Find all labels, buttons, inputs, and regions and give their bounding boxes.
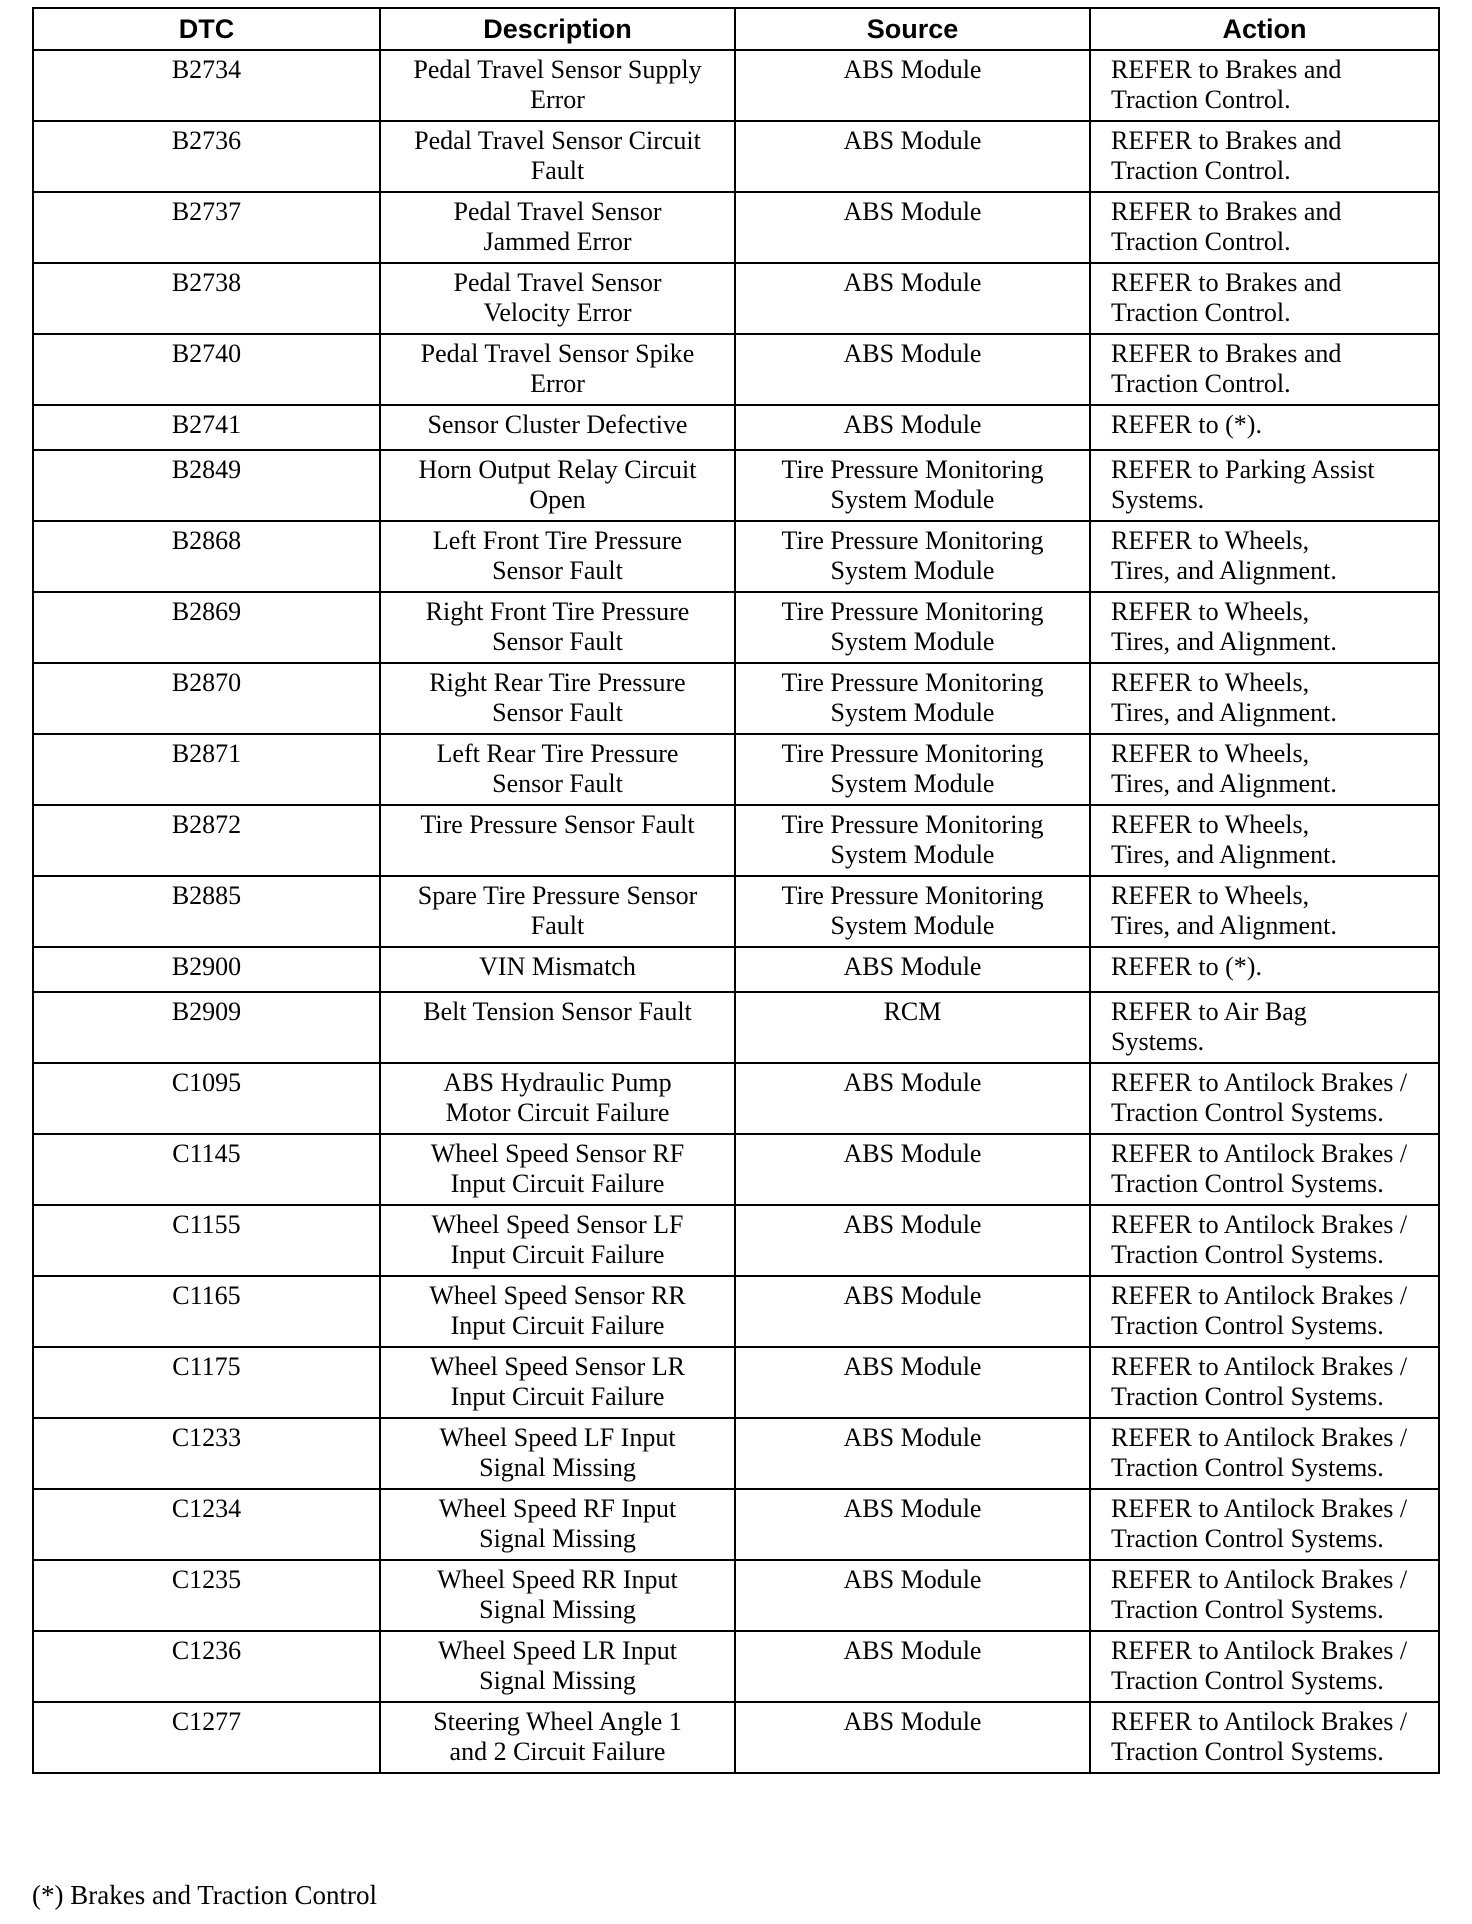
action-cell-text: REFER to Antilock Brakes / Traction Control Systems. — [1111, 1281, 1408, 1340]
action-cell — [1090, 734, 1439, 805]
source-cell — [735, 1418, 1090, 1489]
dtc-cell-text: B2734 — [171, 55, 242, 84]
action-cell-text: REFER to Wheels, Tires, and Alignment. — [1111, 597, 1337, 656]
description-cell-text: Belt Tension Sensor Fault — [423, 997, 692, 1026]
action-cell — [1090, 334, 1439, 405]
source-cell — [735, 1489, 1090, 1560]
table-row — [33, 592, 1439, 663]
description-cell-text: VIN Mismatch — [479, 952, 636, 981]
action-cell — [1090, 992, 1439, 1063]
table-row — [33, 121, 1439, 192]
table-row — [33, 1134, 1439, 1205]
dtc-cell-text: C1175 — [172, 1352, 241, 1381]
table-row — [33, 405, 1439, 450]
description-cell-text: Right Rear Tire Pressure Sensor Fault — [429, 668, 686, 727]
action-cell-text: REFER to Antilock Brakes / Traction Control Systems. — [1111, 1565, 1408, 1624]
action-cell-text: REFER to (*). — [1111, 410, 1262, 439]
dtc-cell — [33, 521, 380, 592]
source-cell — [735, 876, 1090, 947]
action-cell-text: REFER to Antilock Brakes / Traction Control Systems. — [1111, 1707, 1408, 1766]
action-cell — [1090, 50, 1439, 121]
description-cell-text: Pedal Travel Sensor Spike Error — [420, 339, 695, 398]
dtc-cell-text: C1145 — [172, 1139, 241, 1168]
source-cell — [735, 334, 1090, 405]
source-cell — [735, 1063, 1090, 1134]
table-row — [33, 1063, 1439, 1134]
dtc-cell — [33, 1276, 380, 1347]
description-cell-text: ABS Hydraulic Pump Motor Circuit Failure — [443, 1068, 672, 1127]
description-cell — [380, 734, 735, 805]
table-row — [33, 1205, 1439, 1276]
action-cell-text: REFER to Wheels, Tires, and Alignment. — [1111, 881, 1337, 940]
action-cell-text: REFER to Brakes and Traction Control. — [1111, 197, 1342, 256]
dtc-cell-text: C1095 — [171, 1068, 242, 1097]
source-cell-text: Tire Pressure Monitoring System Module — [781, 668, 1044, 727]
source-cell-text: ABS Module — [843, 268, 982, 297]
action-cell — [1090, 1418, 1439, 1489]
table-row — [33, 192, 1439, 263]
source-cell — [735, 1702, 1090, 1773]
source-cell — [735, 992, 1090, 1063]
header-source: Source — [735, 8, 1090, 50]
action-cell — [1090, 1276, 1439, 1347]
source-cell — [735, 405, 1090, 450]
source-cell-text: ABS Module — [843, 1707, 982, 1736]
table-row — [33, 947, 1439, 992]
dtc-cell — [33, 1418, 380, 1489]
source-cell-text: RCM — [883, 997, 942, 1026]
description-cell — [380, 805, 735, 876]
description-cell — [380, 1418, 735, 1489]
source-cell — [735, 1205, 1090, 1276]
description-cell — [380, 992, 735, 1063]
dtc-cell-text: B2738 — [171, 268, 242, 297]
dtc-cell — [33, 1347, 380, 1418]
dtc-cell — [33, 805, 380, 876]
dtc-cell-text: C1165 — [172, 1281, 241, 1310]
source-cell — [735, 734, 1090, 805]
description-cell — [380, 947, 735, 992]
action-cell-text: REFER to Antilock Brakes / Traction Control Systems. — [1111, 1352, 1408, 1411]
source-cell — [735, 663, 1090, 734]
description-cell — [380, 592, 735, 663]
dtc-cell-text: C1277 — [171, 1707, 242, 1736]
action-cell — [1090, 876, 1439, 947]
source-cell-text: ABS Module — [843, 1565, 982, 1594]
action-cell-text: REFER to Brakes and Traction Control. — [1111, 268, 1342, 327]
action-cell — [1090, 592, 1439, 663]
dtc-cell-text: B2909 — [171, 997, 242, 1026]
description-cell — [380, 521, 735, 592]
table-row — [33, 663, 1439, 734]
action-cell — [1090, 1702, 1439, 1773]
dtc-cell-text: C1235 — [171, 1565, 242, 1594]
description-cell-text: Left Front Tire Pressure Sensor Fault — [432, 526, 683, 585]
header-action: Action — [1090, 8, 1439, 50]
action-cell-text: REFER to Antilock Brakes / Traction Control Systems. — [1111, 1210, 1408, 1269]
dtc-cell-text: B2736 — [171, 126, 242, 155]
source-cell-text: ABS Module — [843, 1636, 982, 1665]
table-row — [33, 450, 1439, 521]
action-cell-text: REFER to Antilock Brakes / Traction Control Systems. — [1111, 1423, 1408, 1482]
source-cell-text: ABS Module — [843, 952, 982, 981]
action-cell-text: REFER to Air Bag Systems. — [1111, 997, 1307, 1056]
description-cell-text: Right Front Tire Pressure Sensor Fault — [425, 597, 690, 656]
description-cell-text: Left Rear Tire Pressure Sensor Fault — [436, 739, 679, 798]
action-cell-text: REFER to Brakes and Traction Control. — [1111, 55, 1342, 114]
action-cell — [1090, 1631, 1439, 1702]
source-cell-text: ABS Module — [843, 1068, 982, 1097]
description-cell-text: Wheel Speed RR Input Signal Missing — [437, 1565, 678, 1624]
action-cell — [1090, 1560, 1439, 1631]
description-cell — [380, 192, 735, 263]
description-cell — [380, 405, 735, 450]
action-cell — [1090, 450, 1439, 521]
description-cell-text: Wheel Speed LR Input Signal Missing — [438, 1636, 677, 1695]
source-cell-text: ABS Module — [843, 1139, 982, 1168]
action-cell-text: REFER to Wheels, Tires, and Alignment. — [1111, 668, 1337, 727]
source-cell-text: ABS Module — [843, 339, 982, 368]
description-cell — [380, 334, 735, 405]
source-cell-text: ABS Module — [843, 1281, 982, 1310]
table-row — [33, 1702, 1439, 1773]
dtc-cell-text: B2737 — [171, 197, 242, 226]
action-cell — [1090, 805, 1439, 876]
dtc-cell — [33, 1134, 380, 1205]
table-row — [33, 876, 1439, 947]
action-cell-text: REFER to Wheels, Tires, and Alignment. — [1111, 526, 1337, 585]
table-row — [33, 50, 1439, 121]
action-cell-text: REFER to Wheels, Tires, and Alignment. — [1111, 739, 1337, 798]
dtc-cell — [33, 1063, 380, 1134]
header-dtc: DTC — [33, 8, 380, 50]
action-cell — [1090, 947, 1439, 992]
description-cell — [380, 663, 735, 734]
action-cell — [1090, 1347, 1439, 1418]
footnote: (*) Brakes and Traction Control — [32, 1880, 377, 1910]
source-cell — [735, 192, 1090, 263]
source-cell-text: Tire Pressure Monitoring System Module — [781, 455, 1044, 514]
action-cell — [1090, 521, 1439, 592]
description-cell — [380, 1205, 735, 1276]
description-cell — [380, 1631, 735, 1702]
dtc-cell — [33, 1560, 380, 1631]
source-cell — [735, 592, 1090, 663]
description-cell-text: Wheel Speed Sensor RF Input Circuit Failure — [430, 1139, 685, 1198]
dtc-cell — [33, 121, 380, 192]
description-cell — [380, 876, 735, 947]
dtc-cell — [33, 450, 380, 521]
description-cell-text: Pedal Travel Sensor Circuit Fault — [414, 126, 701, 185]
source-cell-text: Tire Pressure Monitoring System Module — [781, 810, 1044, 869]
header-description: Description — [380, 8, 735, 50]
action-cell — [1090, 121, 1439, 192]
description-cell — [380, 1347, 735, 1418]
table-row — [33, 1631, 1439, 1702]
source-cell-text: Tire Pressure Monitoring System Module — [781, 597, 1044, 656]
description-cell-text: Horn Output Relay Circuit Open — [418, 455, 697, 514]
dtc-cell-text: C1234 — [171, 1494, 242, 1523]
source-cell — [735, 1276, 1090, 1347]
description-cell-text: Wheel Speed RF Input Signal Missing — [438, 1494, 677, 1553]
table-row — [33, 1418, 1439, 1489]
source-cell — [735, 1560, 1090, 1631]
description-cell-text: Pedal Travel Sensor Velocity Error — [453, 268, 662, 327]
action-cell — [1090, 1489, 1439, 1560]
table-row — [33, 1347, 1439, 1418]
description-cell — [380, 121, 735, 192]
source-cell-text: ABS Module — [843, 1494, 982, 1523]
description-cell — [380, 1063, 735, 1134]
table-row — [33, 1276, 1439, 1347]
table-row — [33, 1489, 1439, 1560]
dtc-cell — [33, 876, 380, 947]
dtc-table — [32, 7, 1440, 1774]
source-cell-text: Tire Pressure Monitoring System Module — [781, 526, 1044, 585]
dtc-cell-text: B2872 — [171, 810, 242, 839]
action-cell — [1090, 663, 1439, 734]
dtc-cell-text: B2868 — [171, 526, 242, 555]
source-cell — [735, 263, 1090, 334]
description-cell — [380, 1489, 735, 1560]
source-cell-text: Tire Pressure Monitoring System Module — [781, 739, 1044, 798]
dtc-cell-text: C1155 — [172, 1210, 241, 1239]
description-cell-text: Sensor Cluster Defective — [427, 410, 688, 439]
description-cell — [380, 1276, 735, 1347]
source-cell-text: ABS Module — [843, 1352, 982, 1381]
table-row — [33, 734, 1439, 805]
table-row — [33, 521, 1439, 592]
action-cell-text: REFER to Antilock Brakes / Traction Control Systems. — [1111, 1139, 1408, 1198]
source-cell — [735, 1347, 1090, 1418]
action-cell — [1090, 263, 1439, 334]
dtc-cell — [33, 992, 380, 1063]
dtc-cell-text: B2900 — [171, 952, 242, 981]
dtc-cell-text: B2741 — [171, 410, 242, 439]
action-cell-text: REFER to Antilock Brakes / Traction Control Systems. — [1111, 1494, 1408, 1553]
dtc-cell-text: C1233 — [171, 1423, 242, 1452]
table-body — [33, 50, 1439, 1773]
description-cell — [380, 50, 735, 121]
action-cell — [1090, 405, 1439, 450]
source-cell-text: ABS Module — [843, 1210, 982, 1239]
dtc-cell — [33, 50, 380, 121]
source-cell — [735, 1631, 1090, 1702]
action-cell — [1090, 1063, 1439, 1134]
description-cell-text: Wheel Speed Sensor RR Input Circuit Failure — [429, 1281, 686, 1340]
action-cell-text: REFER to Brakes and Traction Control. — [1111, 339, 1342, 398]
source-cell — [735, 947, 1090, 992]
dtc-cell — [33, 1489, 380, 1560]
description-cell-text: Pedal Travel Sensor Jammed Error — [453, 197, 662, 256]
description-cell — [380, 1560, 735, 1631]
dtc-cell — [33, 663, 380, 734]
action-cell — [1090, 1134, 1439, 1205]
dtc-cell — [33, 947, 380, 992]
dtc-cell — [33, 263, 380, 334]
action-cell-text: REFER to Parking Assist Systems. — [1111, 455, 1375, 514]
action-cell-text: REFER to Antilock Brakes / Traction Control Systems. — [1111, 1068, 1408, 1127]
header-row — [33, 8, 1439, 50]
dtc-cell — [33, 1205, 380, 1276]
table-header — [33, 8, 1439, 50]
table-row — [33, 805, 1439, 876]
source-cell-text: ABS Module — [843, 1423, 982, 1452]
table-row — [33, 1560, 1439, 1631]
table-row — [33, 263, 1439, 334]
description-cell-text: Spare Tire Pressure Sensor Fault — [417, 881, 698, 940]
dtc-cell — [33, 734, 380, 805]
action-cell — [1090, 1205, 1439, 1276]
source-cell — [735, 450, 1090, 521]
description-cell-text: Tire Pressure Sensor Fault — [420, 810, 695, 839]
source-cell-text: ABS Module — [843, 410, 982, 439]
dtc-cell-text: C1236 — [171, 1636, 242, 1665]
dtc-cell-text: B2869 — [171, 597, 242, 626]
source-cell — [735, 1134, 1090, 1205]
description-cell — [380, 263, 735, 334]
dtc-cell-text: B2740 — [171, 339, 242, 368]
dtc-cell-text: B2849 — [171, 455, 242, 484]
dtc-cell — [33, 592, 380, 663]
source-cell — [735, 521, 1090, 592]
dtc-cell — [33, 334, 380, 405]
dtc-cell — [33, 1702, 380, 1773]
action-cell-text: REFER to Brakes and Traction Control. — [1111, 126, 1342, 185]
description-cell — [380, 1702, 735, 1773]
dtc-cell-text: B2870 — [171, 668, 242, 697]
description-cell — [380, 1134, 735, 1205]
table-row — [33, 334, 1439, 405]
source-cell-text: Tire Pressure Monitoring System Module — [781, 881, 1044, 940]
source-cell — [735, 50, 1090, 121]
description-cell-text: Wheel Speed Sensor LF Input Circuit Failure — [431, 1210, 684, 1269]
dtc-cell — [33, 405, 380, 450]
action-cell-text: REFER to Wheels, Tires, and Alignment. — [1111, 810, 1337, 869]
dtc-cell-text: B2885 — [171, 881, 242, 910]
source-cell-text: ABS Module — [843, 197, 982, 226]
description-cell-text: Steering Wheel Angle 1 and 2 Circuit Failure — [433, 1707, 682, 1766]
description-cell-text: Wheel Speed LF Input Signal Missing — [439, 1423, 676, 1482]
description-cell-text: Pedal Travel Sensor Supply Error — [413, 55, 702, 114]
source-cell — [735, 121, 1090, 192]
action-cell — [1090, 192, 1439, 263]
dtc-cell — [33, 1631, 380, 1702]
source-cell-text: ABS Module — [843, 55, 982, 84]
action-cell-text: REFER to Antilock Brakes / Traction Control Systems. — [1111, 1636, 1408, 1695]
description-cell-text: Wheel Speed Sensor LR Input Circuit Failure — [430, 1352, 685, 1411]
dtc-cell — [33, 192, 380, 263]
description-cell — [380, 450, 735, 521]
source-cell — [735, 805, 1090, 876]
source-cell-text: ABS Module — [843, 126, 982, 155]
action-cell-text: REFER to (*). — [1111, 952, 1262, 981]
dtc-cell-text: B2871 — [171, 739, 242, 768]
table-row — [33, 992, 1439, 1063]
